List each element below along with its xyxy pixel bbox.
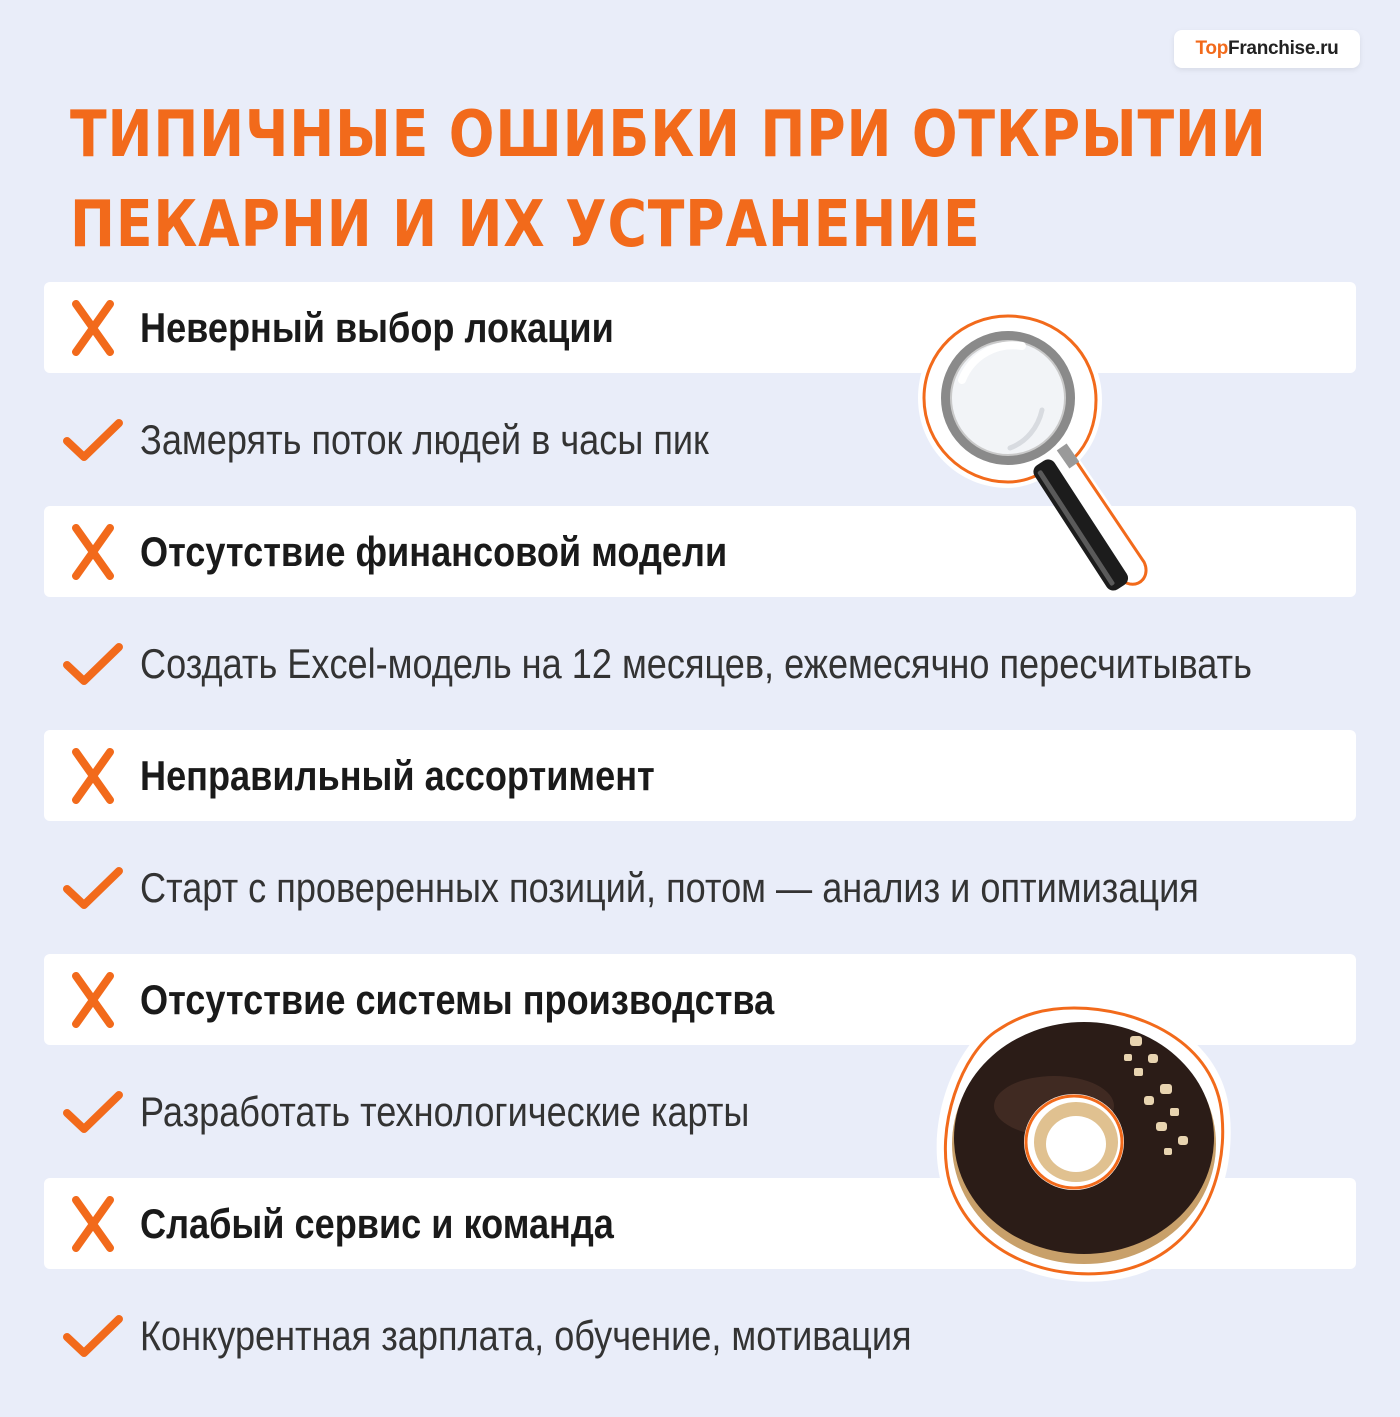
fix-label: Замерять поток людей в часы пик: [140, 415, 709, 463]
fix-label: Старт с проверенных позиций, потом — анализ и оптимизация: [140, 863, 1199, 911]
error-label: Неверный выбор локации: [140, 303, 614, 351]
error-item: [60, 954, 1390, 1045]
error-item: [60, 506, 1390, 597]
error-item: [60, 730, 1390, 821]
error-label: Отсутствие финансовой модели: [140, 527, 728, 575]
cross-icon: [60, 298, 126, 358]
check-icon: [60, 634, 126, 694]
fix-item: [60, 1290, 1390, 1381]
fix-label: Создать Excel-модель на 12 месяцев, ежемесячно пересчитывать: [140, 639, 1252, 687]
fix-item: [60, 842, 1390, 933]
fix-item: [60, 618, 1390, 709]
fix-item: [60, 1066, 1390, 1157]
check-icon: [60, 1306, 126, 1366]
error-item: [60, 282, 1390, 373]
check-icon: [60, 1082, 126, 1142]
title-line-2: ПЕКАРНИ И ИХ УСТРАНЕНИЕ: [70, 188, 981, 262]
check-icon: [60, 410, 126, 470]
cross-icon: [60, 746, 126, 806]
cross-icon: [60, 1194, 126, 1254]
fix-label: Конкурентная зарплата, обучение, мотивация: [140, 1311, 912, 1359]
error-item: [60, 1178, 1390, 1269]
page-title: [70, 90, 1267, 270]
error-label: Неправильный ассортимент: [140, 751, 655, 799]
title-line-1: ТИПИЧНЫЕ ОШИБКИ ПРИ ОТКРЫТИИ: [70, 98, 1267, 172]
check-icon: [60, 858, 126, 918]
error-label: Отсутствие системы производства: [140, 975, 775, 1023]
cross-icon: [60, 522, 126, 582]
brand-logo: [1174, 30, 1360, 68]
fix-item: [60, 394, 1390, 485]
brand-rest: Franchise.ru: [1228, 38, 1339, 59]
cross-icon: [60, 970, 126, 1030]
brand-top: Top: [1195, 38, 1229, 59]
error-label: Слабый сервис и команда: [140, 1199, 614, 1247]
fix-label: Разработать технологические карты: [140, 1087, 750, 1135]
